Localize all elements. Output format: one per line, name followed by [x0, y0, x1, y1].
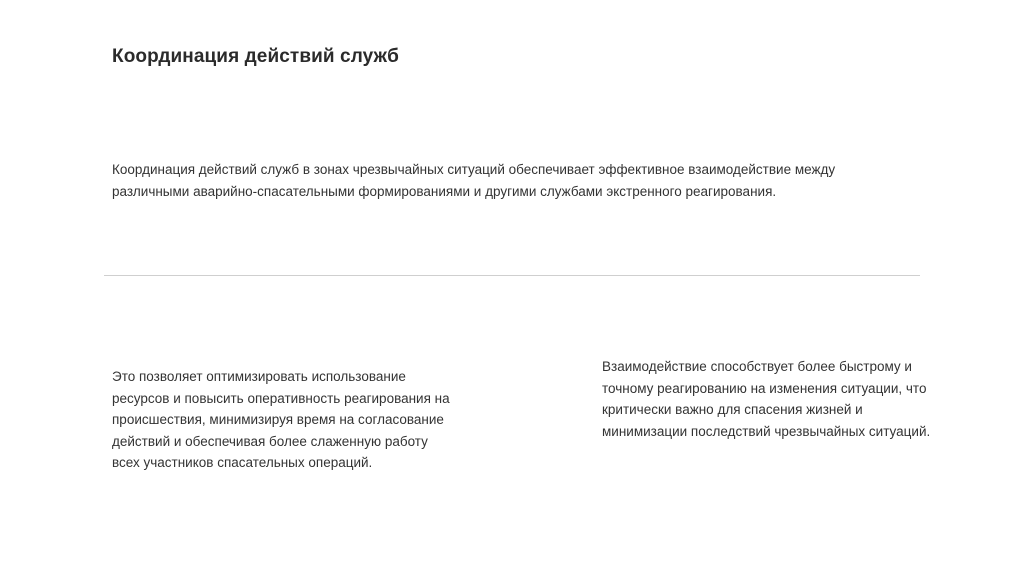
- intro-paragraph: Координация действий служб в зонах чрезвычайных ситуаций обеспечивает эффективное взаимодействие между различными аварийно-спасательными формированиями и другими службами экстренного реагирования.: [112, 162, 836, 199]
- slide-title: Координация действий служб: [112, 46, 399, 67]
- section-divider: [104, 275, 920, 276]
- right-column-text: Взаимодействие способствует более быстрому и точному реагированию на изменения ситуации, что критически важно для спасения жизней и минимизации последствий чрезвычайных ситуаций.: [602, 359, 931, 439]
- left-column-text: Это позволяет оптимизировать использование ресурсов и повысить оперативность реагирования на происшествия, минимизируя время на согласование действий и обеспечивая более слаженную работу всех участников спасательных операций.: [112, 369, 450, 470]
